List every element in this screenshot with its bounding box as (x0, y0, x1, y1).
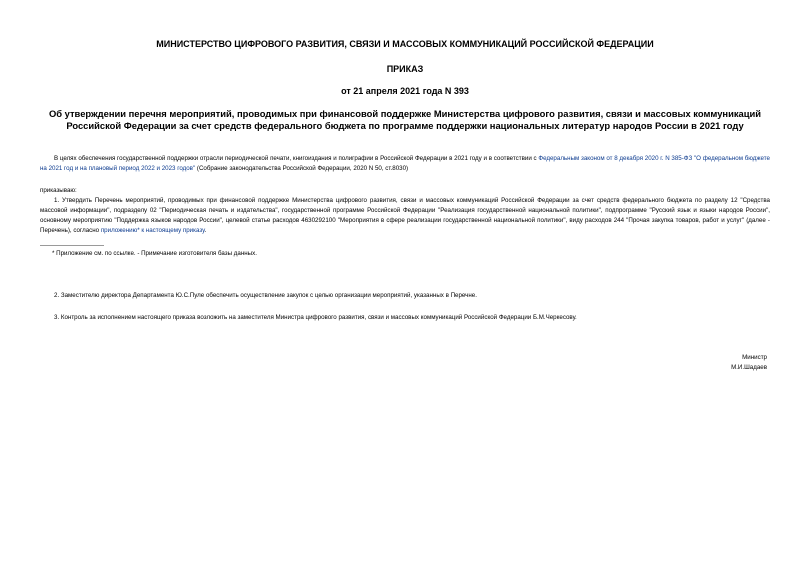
intro-text: В целях обеспечения государственной поддержки отрасли периодической печати, книгоиздания и полиграфии в Российской Федерации в 2021 году и в соответствии с (54, 155, 539, 162)
footnote-divider (40, 245, 104, 246)
item-1-text: 1. Утвердить Перечень мероприятий, проводимых при финансовой поддержке Министерства цифрового развития, связи и массовых коммуникаций Российской Федерации за счет средств федерального бюджета по разделу 12 "Средства массовой информации", подразделу 02 "Периодическая печать и издательства", государственной программе Российской Федерации "Реализация государственной национальной политики", подпрограмме "Русский язык и языки народов России", основному мероприятию "Поддержка языков народов России", целевой статье расходов 4630292100 "Мероприятия в сфере реализации государственной национальной политики", виду расходов 244 "Прочая закупка товаров, работ и услуг" (далее - Перечень), согласно (40, 197, 770, 234)
item-3-paragraph: 3. Контроль за исполнением настоящего приказа возложить на заместителя Министра цифрового развития, связи и массовых коммуникаций Российской Федерации Б.М.Черкесову. (54, 314, 577, 321)
document-date-number: от 21 апреля 2021 года N 393 (341, 86, 469, 96)
item-1-paragraph (40, 196, 770, 236)
signatory-name: М.И.Шадаев (731, 364, 767, 371)
footnote: * Приложение см. по ссылке. - Примечание изготовителя базы данных. (52, 250, 257, 257)
item-1-tail: . (204, 227, 207, 234)
federal-law-link[interactable]: Федеральным законом от 8 декабря 2020 г. N 385-ФЗ "О федеральном бюджете на 2021 год и на плановый период 2022 и 2023 годов" (40, 155, 770, 172)
signatory-title: Министр (742, 354, 767, 361)
intro-paragraph (40, 154, 770, 174)
item-2-paragraph: 2. Заместителю директора Департамента Ю.С.Пуле обеспечить осуществление закупок с целью организации мероприятий, указанных в Перечне. (54, 292, 477, 299)
document-subject: Об утверждении перечня мероприятий, проводимых при финансовой поддержке Министерства цифрового развития, связи и массовых коммуникаций Российской Федерации за счет средств федерального бюджета по программе поддержки национальных литератур народов России в 2021 году (48, 108, 762, 131)
order-word: приказываю: (40, 187, 77, 194)
ministry-heading: МИНИСТЕРСТВО ЦИФРОВОГО РАЗВИТИЯ, СВЯЗИ И МАССОВЫХ КОММУНИКАЦИЙ РОССИЙСКОЙ ФЕДЕРАЦИИ (156, 39, 654, 49)
appendix-link[interactable]: приложению* к настоящему приказу (100, 227, 205, 234)
document-type: ПРИКАЗ (386, 64, 424, 74)
intro-tail: (Собрание законодательства Российской Федерации, 2020 N 50, ст.8030) (195, 165, 409, 172)
